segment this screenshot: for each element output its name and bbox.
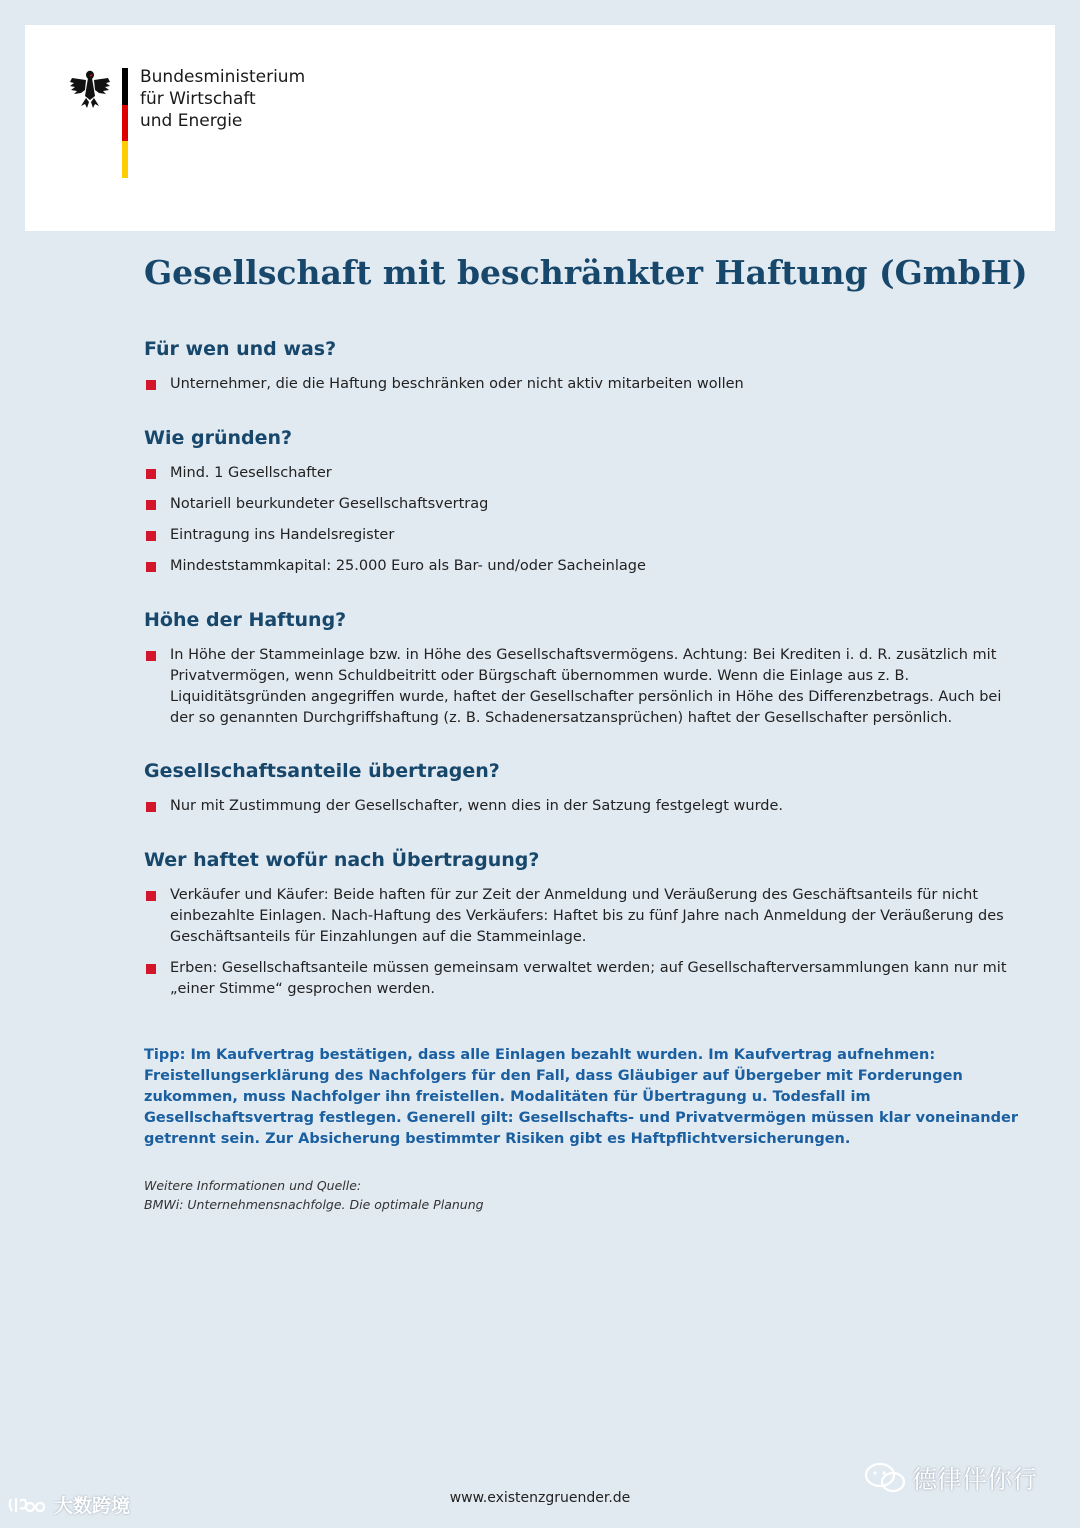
- bullet-list: [144, 645, 1024, 729]
- list-item: [144, 556, 1024, 577]
- watermark-logo-icon: [8, 1495, 50, 1515]
- ministry-line: Bundesministerium: [140, 67, 306, 87]
- list-item-text: Erben: Gesellschaftsanteile müssen gemeinsam verwaltet werden; auf Gesellschafterversammlungen kann nur mit „einer Stimme“ gesprochen werden.: [170, 960, 1007, 997]
- bullet-list: [144, 796, 1024, 817]
- bullet-marker: [146, 469, 156, 479]
- flag-stripe: [122, 68, 128, 178]
- sources: [144, 1176, 484, 1214]
- list-item-text: Verkäufer und Käufer: Beide haften für zur Zeit der Anmeldung und Veräußerung des Geschäftsanteils für nicht einbezahlte Einlagen. Nach-Haftung des Verkäufers: Haftet bis zu fünf Jahre nach Anmeldung der Veräußerung des Geschäftsanteils für Einzahlungen auf die Stammeinlage.: [170, 887, 1004, 945]
- list-item: [144, 463, 1024, 484]
- list-item: [144, 374, 1024, 395]
- wechat-icon: [864, 1461, 906, 1495]
- bullet-marker: [146, 891, 156, 901]
- bullet-marker: [146, 651, 156, 661]
- list-item-text: Eintragung ins Handelsregister: [170, 527, 395, 543]
- section-heading: Höhe der Haftung?: [144, 609, 347, 631]
- ministry-line: für Wirtschaft: [140, 89, 256, 109]
- section-heading: Wie gründen?: [144, 427, 293, 449]
- bullet-list: [144, 885, 1024, 1000]
- tip-paragraph: Tipp: Im Kaufvertrag bestätigen, dass alle Einlagen bezahlt wurden. Im Kaufvertrag aufnehmen: Freistellungserklärung des Nachfolgers für den Fall, dass Gläubiger auf Übergeber mit Forderungen zukommen, muss Nachfolger ihn freistellen. Modalitäten für Übertragung u. Todesfall im Gesellschaftsvertrag festlegen. Generell gilt: Gesellschafts- und Privatvermögen müssen klar voneinander getrennt sein. Zur Absicherung bestimmter Risiken gibt es Haftpflichtversicherungen.: [144, 1046, 1018, 1147]
- page-title: Gesellschaft mit beschränkter Haftung (GmbH): [144, 253, 1028, 292]
- ministry-line: und Energie: [140, 111, 243, 131]
- section-heading: Wer haftet wofür nach Übertragung?: [144, 849, 540, 871]
- list-item-text: Notariell beurkundeter Gesellschaftsvertrag: [170, 496, 489, 512]
- list-item: [144, 645, 1024, 729]
- list-item-text: Nur mit Zustimmung der Gesellschafter, wenn dies in der Satzung festgelegt wurde.: [170, 798, 784, 814]
- watermark-left-text: 大数跨境: [54, 1495, 131, 1517]
- bullet-list: [144, 374, 1024, 395]
- federal-eagle-icon: [68, 66, 112, 110]
- sources-line: Weitere Informationen und Quelle:: [144, 1178, 362, 1193]
- bullet-marker: [146, 531, 156, 541]
- bullet-marker: [146, 964, 156, 974]
- watermark-left: [8, 1491, 130, 1518]
- section-heading: Für wen und was?: [144, 338, 337, 360]
- watermark-right-text: 德律伴你行: [912, 1465, 1038, 1494]
- list-item: [144, 494, 1024, 515]
- ministry-name: [140, 66, 305, 132]
- bullet-marker: [146, 380, 156, 390]
- list-item-text: Mind. 1 Gesellschafter: [170, 465, 332, 481]
- list-item: [144, 525, 1024, 546]
- section-heading: Gesellschaftsanteile übertragen?: [144, 760, 500, 782]
- list-item: [144, 885, 1024, 948]
- bullet-list: [144, 463, 1024, 577]
- bullet-marker: [146, 802, 156, 812]
- footer-url[interactable]: www.existenzgruender.de: [449, 1490, 631, 1506]
- bullet-marker: [146, 500, 156, 510]
- bullet-marker: [146, 562, 156, 572]
- sources-line: BMWi: Unternehmensnachfolge. Die optimale Planung: [144, 1197, 484, 1212]
- watermark-right: [864, 1460, 1037, 1496]
- list-item: [144, 958, 1024, 1000]
- main-content: [144, 250, 1028, 1212]
- list-item-text: Unternehmer, die die Haftung beschränken oder nicht aktiv mitarbeiten wollen: [170, 376, 744, 392]
- list-item: [144, 796, 1024, 817]
- list-item-text: In Höhe der Stammeinlage bzw. in Höhe des Gesellschaftsvermögens. Achtung: Bei Krediten i. d. R. zusätzlich mit Privatvermögen, wenn Schuldbeitritt oder Bürgschaft übernommen wurde. Wenn die Einlage aus z. B. Liquiditätsgründen angegriffen wurde, haftet der Gesellschafter persönlich in Höhe des Differenzbetrags. Auch bei der so genannten Durchgriffshaftung (z. B. Schadenersatzansprüchen) haftet der Gesellschafter persönlich.: [170, 647, 1002, 726]
- list-item-text: Mindeststammkapital: 25.000 Euro als Bar- und/oder Sacheinlage: [170, 558, 646, 574]
